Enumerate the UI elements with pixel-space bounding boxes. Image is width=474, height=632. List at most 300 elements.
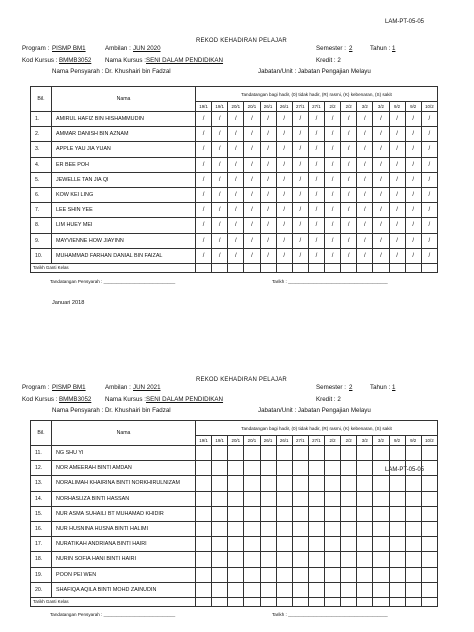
attendance-cell[interactable]: / xyxy=(260,248,276,263)
attendance-cell[interactable] xyxy=(341,506,357,521)
attendance-cell[interactable]: / xyxy=(308,142,324,157)
attendance-cell[interactable]: / xyxy=(341,203,357,218)
tarikh-ganti-cell[interactable] xyxy=(341,597,357,606)
tarikh-ganti-cell[interactable] xyxy=(405,597,421,606)
attendance-cell[interactable] xyxy=(196,521,212,536)
attendance-cell[interactable] xyxy=(357,552,373,567)
attendance-cell[interactable] xyxy=(325,521,341,536)
tarikh-ganti-cell[interactable] xyxy=(405,263,421,272)
attendance-cell[interactable]: / xyxy=(405,233,421,248)
attendance-cell[interactable]: / xyxy=(389,203,405,218)
attendance-cell[interactable] xyxy=(228,552,244,567)
tarikh-ganti-cell[interactable] xyxy=(389,597,405,606)
attendance-cell[interactable] xyxy=(212,567,228,582)
attendance-cell[interactable] xyxy=(244,491,260,506)
attendance-cell[interactable] xyxy=(389,567,405,582)
attendance-cell[interactable]: / xyxy=(260,112,276,127)
attendance-cell[interactable] xyxy=(405,506,421,521)
attendance-cell[interactable]: / xyxy=(325,172,341,187)
attendance-cell[interactable] xyxy=(389,446,405,461)
attendance-cell[interactable]: / xyxy=(389,233,405,248)
attendance-cell[interactable]: / xyxy=(308,203,324,218)
attendance-cell[interactable] xyxy=(196,506,212,521)
attendance-cell[interactable] xyxy=(196,476,212,491)
attendance-cell[interactable] xyxy=(341,476,357,491)
attendance-cell[interactable]: / xyxy=(276,233,292,248)
attendance-cell[interactable]: / xyxy=(292,142,308,157)
attendance-cell[interactable] xyxy=(292,521,308,536)
attendance-cell[interactable]: / xyxy=(308,172,324,187)
attendance-cell[interactable] xyxy=(196,446,212,461)
attendance-cell[interactable]: / xyxy=(196,157,212,172)
attendance-cell[interactable]: / xyxy=(276,248,292,263)
attendance-cell[interactable]: / xyxy=(389,127,405,142)
attendance-cell[interactable]: / xyxy=(405,112,421,127)
attendance-cell[interactable]: / xyxy=(212,112,228,127)
attendance-cell[interactable]: / xyxy=(373,127,389,142)
attendance-cell[interactable] xyxy=(292,461,308,476)
tarikh-ganti-cell[interactable] xyxy=(244,597,260,606)
attendance-cell[interactable] xyxy=(373,506,389,521)
attendance-cell[interactable] xyxy=(196,567,212,582)
attendance-cell[interactable] xyxy=(325,552,341,567)
attendance-cell[interactable]: / xyxy=(228,203,244,218)
attendance-cell[interactable]: / xyxy=(228,157,244,172)
attendance-cell[interactable]: / xyxy=(373,172,389,187)
attendance-cell[interactable] xyxy=(325,582,341,597)
attendance-cell[interactable]: / xyxy=(325,127,341,142)
attendance-cell[interactable]: / xyxy=(405,157,421,172)
attendance-cell[interactable]: / xyxy=(325,248,341,263)
attendance-cell[interactable]: / xyxy=(260,203,276,218)
attendance-cell[interactable] xyxy=(325,567,341,582)
attendance-cell[interactable] xyxy=(308,567,324,582)
tarikh-ganti-cell[interactable] xyxy=(357,263,373,272)
attendance-cell[interactable]: / xyxy=(260,172,276,187)
attendance-cell[interactable] xyxy=(421,582,437,597)
attendance-cell[interactable]: / xyxy=(212,218,228,233)
attendance-cell[interactable]: / xyxy=(325,142,341,157)
attendance-cell[interactable]: / xyxy=(260,157,276,172)
attendance-cell[interactable] xyxy=(325,446,341,461)
tarikh-ganti-cell[interactable] xyxy=(212,263,228,272)
tarikh-ganti-cell[interactable] xyxy=(421,597,437,606)
attendance-cell[interactable]: / xyxy=(308,233,324,248)
tarikh-ganti-cell[interactable] xyxy=(196,263,212,272)
attendance-cell[interactable]: / xyxy=(276,218,292,233)
attendance-cell[interactable] xyxy=(405,537,421,552)
attendance-cell[interactable] xyxy=(260,567,276,582)
tarikh-ganti-cell[interactable] xyxy=(276,597,292,606)
attendance-cell[interactable]: / xyxy=(373,157,389,172)
attendance-cell[interactable]: / xyxy=(260,187,276,202)
attendance-cell[interactable] xyxy=(357,476,373,491)
attendance-cell[interactable]: / xyxy=(421,127,437,142)
attendance-cell[interactable] xyxy=(405,476,421,491)
attendance-cell[interactable] xyxy=(292,446,308,461)
attendance-cell[interactable] xyxy=(373,461,389,476)
attendance-cell[interactable] xyxy=(405,582,421,597)
attendance-cell[interactable] xyxy=(292,491,308,506)
attendance-cell[interactable]: / xyxy=(357,203,373,218)
attendance-cell[interactable]: / xyxy=(325,112,341,127)
attendance-cell[interactable]: / xyxy=(212,157,228,172)
attendance-cell[interactable]: / xyxy=(389,157,405,172)
attendance-cell[interactable] xyxy=(244,506,260,521)
attendance-cell[interactable] xyxy=(212,582,228,597)
attendance-cell[interactable]: / xyxy=(405,248,421,263)
attendance-cell[interactable]: / xyxy=(228,172,244,187)
attendance-cell[interactable] xyxy=(276,567,292,582)
attendance-cell[interactable] xyxy=(308,446,324,461)
attendance-cell[interactable] xyxy=(276,521,292,536)
attendance-cell[interactable] xyxy=(276,446,292,461)
attendance-cell[interactable]: / xyxy=(357,233,373,248)
attendance-cell[interactable]: / xyxy=(325,203,341,218)
attendance-cell[interactable]: / xyxy=(260,127,276,142)
attendance-cell[interactable]: / xyxy=(405,187,421,202)
attendance-cell[interactable]: / xyxy=(405,142,421,157)
attendance-cell[interactable] xyxy=(405,521,421,536)
attendance-cell[interactable]: / xyxy=(196,127,212,142)
attendance-cell[interactable]: / xyxy=(276,203,292,218)
attendance-cell[interactable]: / xyxy=(341,248,357,263)
attendance-cell[interactable]: / xyxy=(421,218,437,233)
attendance-cell[interactable]: / xyxy=(421,203,437,218)
attendance-cell[interactable]: / xyxy=(196,172,212,187)
attendance-cell[interactable] xyxy=(292,506,308,521)
attendance-cell[interactable] xyxy=(421,537,437,552)
attendance-cell[interactable] xyxy=(228,491,244,506)
attendance-cell[interactable] xyxy=(244,537,260,552)
attendance-cell[interactable] xyxy=(373,476,389,491)
attendance-cell[interactable]: / xyxy=(196,187,212,202)
attendance-cell[interactable] xyxy=(308,582,324,597)
attendance-cell[interactable]: / xyxy=(212,142,228,157)
attendance-cell[interactable] xyxy=(244,552,260,567)
attendance-cell[interactable]: / xyxy=(341,233,357,248)
attendance-cell[interactable]: / xyxy=(244,112,260,127)
attendance-cell[interactable] xyxy=(212,521,228,536)
attendance-cell[interactable] xyxy=(260,537,276,552)
attendance-cell[interactable]: / xyxy=(292,248,308,263)
attendance-cell[interactable]: / xyxy=(292,127,308,142)
attendance-cell[interactable] xyxy=(341,537,357,552)
attendance-cell[interactable]: / xyxy=(196,112,212,127)
attendance-cell[interactable] xyxy=(228,567,244,582)
attendance-cell[interactable] xyxy=(357,446,373,461)
attendance-cell[interactable] xyxy=(228,521,244,536)
attendance-cell[interactable]: / xyxy=(212,187,228,202)
tarikh-ganti-cell[interactable] xyxy=(373,597,389,606)
attendance-cell[interactable]: / xyxy=(276,112,292,127)
attendance-cell[interactable] xyxy=(341,567,357,582)
attendance-cell[interactable]: / xyxy=(341,187,357,202)
attendance-cell[interactable] xyxy=(357,491,373,506)
attendance-cell[interactable]: / xyxy=(405,203,421,218)
attendance-cell[interactable]: / xyxy=(325,187,341,202)
attendance-cell[interactable]: / xyxy=(228,233,244,248)
attendance-cell[interactable] xyxy=(357,537,373,552)
attendance-cell[interactable] xyxy=(308,506,324,521)
attendance-cell[interactable] xyxy=(325,506,341,521)
attendance-cell[interactable] xyxy=(389,582,405,597)
attendance-cell[interactable]: / xyxy=(212,172,228,187)
attendance-cell[interactable]: / xyxy=(357,157,373,172)
attendance-cell[interactable]: / xyxy=(196,203,212,218)
attendance-cell[interactable] xyxy=(308,537,324,552)
attendance-cell[interactable] xyxy=(308,476,324,491)
attendance-cell[interactable]: / xyxy=(421,233,437,248)
attendance-cell[interactable] xyxy=(341,461,357,476)
attendance-cell[interactable]: / xyxy=(212,248,228,263)
attendance-cell[interactable] xyxy=(244,582,260,597)
attendance-cell[interactable] xyxy=(325,537,341,552)
attendance-cell[interactable] xyxy=(196,491,212,506)
attendance-cell[interactable]: / xyxy=(341,172,357,187)
tarikh-ganti-cell[interactable] xyxy=(276,263,292,272)
attendance-cell[interactable]: / xyxy=(292,218,308,233)
attendance-cell[interactable]: / xyxy=(308,157,324,172)
attendance-cell[interactable]: / xyxy=(421,172,437,187)
attendance-cell[interactable]: / xyxy=(357,218,373,233)
attendance-cell[interactable] xyxy=(308,491,324,506)
attendance-cell[interactable]: / xyxy=(357,142,373,157)
attendance-cell[interactable]: / xyxy=(357,112,373,127)
attendance-cell[interactable] xyxy=(373,521,389,536)
attendance-cell[interactable] xyxy=(244,476,260,491)
tarikh-ganti-cell[interactable] xyxy=(196,597,212,606)
attendance-cell[interactable] xyxy=(260,506,276,521)
attendance-cell[interactable]: / xyxy=(405,127,421,142)
attendance-cell[interactable]: / xyxy=(373,142,389,157)
attendance-cell[interactable] xyxy=(276,582,292,597)
attendance-cell[interactable] xyxy=(373,446,389,461)
attendance-cell[interactable]: / xyxy=(341,157,357,172)
attendance-cell[interactable]: / xyxy=(308,127,324,142)
attendance-cell[interactable] xyxy=(341,491,357,506)
tarikh-ganti-cell[interactable] xyxy=(212,597,228,606)
attendance-cell[interactable]: / xyxy=(212,203,228,218)
attendance-cell[interactable]: / xyxy=(308,218,324,233)
attendance-cell[interactable]: / xyxy=(389,172,405,187)
attendance-cell[interactable] xyxy=(308,461,324,476)
attendance-cell[interactable] xyxy=(228,461,244,476)
attendance-cell[interactable] xyxy=(292,552,308,567)
attendance-cell[interactable] xyxy=(341,446,357,461)
attendance-cell[interactable] xyxy=(421,567,437,582)
attendance-cell[interactable]: / xyxy=(389,112,405,127)
attendance-cell[interactable]: / xyxy=(244,233,260,248)
attendance-cell[interactable] xyxy=(389,476,405,491)
attendance-cell[interactable]: / xyxy=(244,142,260,157)
attendance-cell[interactable] xyxy=(389,552,405,567)
attendance-cell[interactable] xyxy=(421,521,437,536)
attendance-cell[interactable] xyxy=(373,552,389,567)
attendance-cell[interactable]: / xyxy=(228,112,244,127)
attendance-cell[interactable]: / xyxy=(341,218,357,233)
attendance-cell[interactable] xyxy=(389,461,405,476)
attendance-cell[interactable]: / xyxy=(421,187,437,202)
attendance-cell[interactable]: / xyxy=(373,218,389,233)
attendance-cell[interactable] xyxy=(421,552,437,567)
attendance-cell[interactable]: / xyxy=(292,187,308,202)
attendance-cell[interactable] xyxy=(389,537,405,552)
attendance-cell[interactable]: / xyxy=(373,112,389,127)
attendance-cell[interactable]: / xyxy=(421,112,437,127)
attendance-cell[interactable] xyxy=(357,567,373,582)
attendance-cell[interactable]: / xyxy=(405,172,421,187)
attendance-cell[interactable] xyxy=(292,567,308,582)
attendance-cell[interactable]: / xyxy=(325,218,341,233)
tarikh-ganti-cell[interactable] xyxy=(357,597,373,606)
attendance-cell[interactable] xyxy=(373,567,389,582)
attendance-cell[interactable] xyxy=(260,476,276,491)
attendance-cell[interactable]: / xyxy=(357,172,373,187)
attendance-cell[interactable]: / xyxy=(228,127,244,142)
attendance-cell[interactable] xyxy=(308,521,324,536)
attendance-cell[interactable]: / xyxy=(389,142,405,157)
attendance-cell[interactable] xyxy=(421,446,437,461)
attendance-cell[interactable]: / xyxy=(212,127,228,142)
attendance-cell[interactable]: / xyxy=(196,233,212,248)
attendance-cell[interactable] xyxy=(389,491,405,506)
attendance-cell[interactable]: / xyxy=(196,142,212,157)
attendance-cell[interactable] xyxy=(276,491,292,506)
attendance-cell[interactable]: / xyxy=(341,112,357,127)
attendance-cell[interactable] xyxy=(389,521,405,536)
attendance-cell[interactable]: / xyxy=(260,142,276,157)
attendance-cell[interactable] xyxy=(212,537,228,552)
attendance-cell[interactable]: / xyxy=(421,248,437,263)
attendance-cell[interactable] xyxy=(405,491,421,506)
attendance-cell[interactable] xyxy=(212,461,228,476)
attendance-cell[interactable] xyxy=(228,537,244,552)
attendance-cell[interactable]: / xyxy=(373,187,389,202)
attendance-cell[interactable]: / xyxy=(244,127,260,142)
attendance-cell[interactable] xyxy=(421,506,437,521)
attendance-cell[interactable]: / xyxy=(228,248,244,263)
attendance-cell[interactable] xyxy=(228,506,244,521)
attendance-cell[interactable] xyxy=(228,446,244,461)
attendance-cell[interactable] xyxy=(357,582,373,597)
attendance-cell[interactable] xyxy=(405,552,421,567)
attendance-cell[interactable]: / xyxy=(405,218,421,233)
attendance-cell[interactable] xyxy=(260,582,276,597)
attendance-cell[interactable] xyxy=(421,461,437,476)
attendance-cell[interactable] xyxy=(405,446,421,461)
attendance-cell[interactable] xyxy=(341,582,357,597)
tarikh-ganti-cell[interactable] xyxy=(389,263,405,272)
attendance-cell[interactable]: / xyxy=(389,187,405,202)
attendance-cell[interactable]: / xyxy=(373,203,389,218)
attendance-cell[interactable] xyxy=(421,491,437,506)
attendance-cell[interactable] xyxy=(373,491,389,506)
attendance-cell[interactable]: / xyxy=(260,218,276,233)
attendance-cell[interactable]: / xyxy=(244,248,260,263)
attendance-cell[interactable] xyxy=(196,552,212,567)
tarikh-ganti-cell[interactable] xyxy=(373,263,389,272)
attendance-cell[interactable]: / xyxy=(325,233,341,248)
tarikh-ganti-cell[interactable] xyxy=(260,597,276,606)
attendance-cell[interactable]: / xyxy=(292,157,308,172)
attendance-cell[interactable] xyxy=(260,491,276,506)
attendance-cell[interactable]: / xyxy=(196,218,212,233)
attendance-cell[interactable] xyxy=(244,461,260,476)
attendance-cell[interactable] xyxy=(244,567,260,582)
attendance-cell[interactable]: / xyxy=(244,218,260,233)
tarikh-ganti-cell[interactable] xyxy=(228,597,244,606)
attendance-cell[interactable] xyxy=(228,476,244,491)
attendance-cell[interactable] xyxy=(244,446,260,461)
attendance-cell[interactable]: / xyxy=(308,187,324,202)
attendance-cell[interactable]: / xyxy=(244,187,260,202)
attendance-cell[interactable] xyxy=(373,537,389,552)
attendance-cell[interactable] xyxy=(292,476,308,491)
attendance-cell[interactable]: / xyxy=(292,172,308,187)
attendance-cell[interactable]: / xyxy=(260,233,276,248)
attendance-cell[interactable] xyxy=(308,552,324,567)
attendance-cell[interactable]: / xyxy=(228,187,244,202)
attendance-cell[interactable] xyxy=(357,521,373,536)
attendance-cell[interactable]: / xyxy=(196,248,212,263)
attendance-cell[interactable] xyxy=(357,506,373,521)
attendance-cell[interactable] xyxy=(212,491,228,506)
attendance-cell[interactable] xyxy=(260,521,276,536)
attendance-cell[interactable] xyxy=(357,461,373,476)
attendance-cell[interactable]: / xyxy=(341,127,357,142)
attendance-cell[interactable] xyxy=(292,582,308,597)
attendance-cell[interactable]: / xyxy=(341,142,357,157)
attendance-cell[interactable]: / xyxy=(389,248,405,263)
attendance-cell[interactable]: / xyxy=(325,157,341,172)
attendance-cell[interactable]: / xyxy=(357,127,373,142)
attendance-cell[interactable] xyxy=(292,537,308,552)
attendance-cell[interactable]: / xyxy=(292,233,308,248)
attendance-cell[interactable] xyxy=(196,461,212,476)
attendance-cell[interactable]: / xyxy=(357,187,373,202)
attendance-cell[interactable]: / xyxy=(276,187,292,202)
attendance-cell[interactable] xyxy=(389,506,405,521)
tarikh-ganti-cell[interactable] xyxy=(228,263,244,272)
attendance-cell[interactable]: / xyxy=(276,172,292,187)
tarikh-ganti-cell[interactable] xyxy=(292,263,308,272)
attendance-cell[interactable] xyxy=(405,567,421,582)
attendance-cell[interactable] xyxy=(276,506,292,521)
tarikh-ganti-cell[interactable] xyxy=(325,263,341,272)
attendance-cell[interactable]: / xyxy=(308,248,324,263)
attendance-cell[interactable]: / xyxy=(228,142,244,157)
tarikh-ganti-cell[interactable] xyxy=(292,597,308,606)
attendance-cell[interactable]: / xyxy=(308,112,324,127)
attendance-cell[interactable] xyxy=(325,476,341,491)
attendance-cell[interactable] xyxy=(212,506,228,521)
attendance-cell[interactable] xyxy=(341,521,357,536)
attendance-cell[interactable] xyxy=(260,461,276,476)
tarikh-ganti-cell[interactable] xyxy=(341,263,357,272)
attendance-cell[interactable] xyxy=(260,446,276,461)
attendance-cell[interactable]: / xyxy=(276,127,292,142)
attendance-cell[interactable] xyxy=(325,491,341,506)
attendance-cell[interactable]: / xyxy=(421,142,437,157)
attendance-cell[interactable] xyxy=(260,552,276,567)
attendance-cell[interactable] xyxy=(276,552,292,567)
attendance-cell[interactable] xyxy=(405,461,421,476)
attendance-cell[interactable] xyxy=(212,552,228,567)
attendance-cell[interactable] xyxy=(276,461,292,476)
attendance-cell[interactable]: / xyxy=(373,248,389,263)
attendance-cell[interactable] xyxy=(212,476,228,491)
